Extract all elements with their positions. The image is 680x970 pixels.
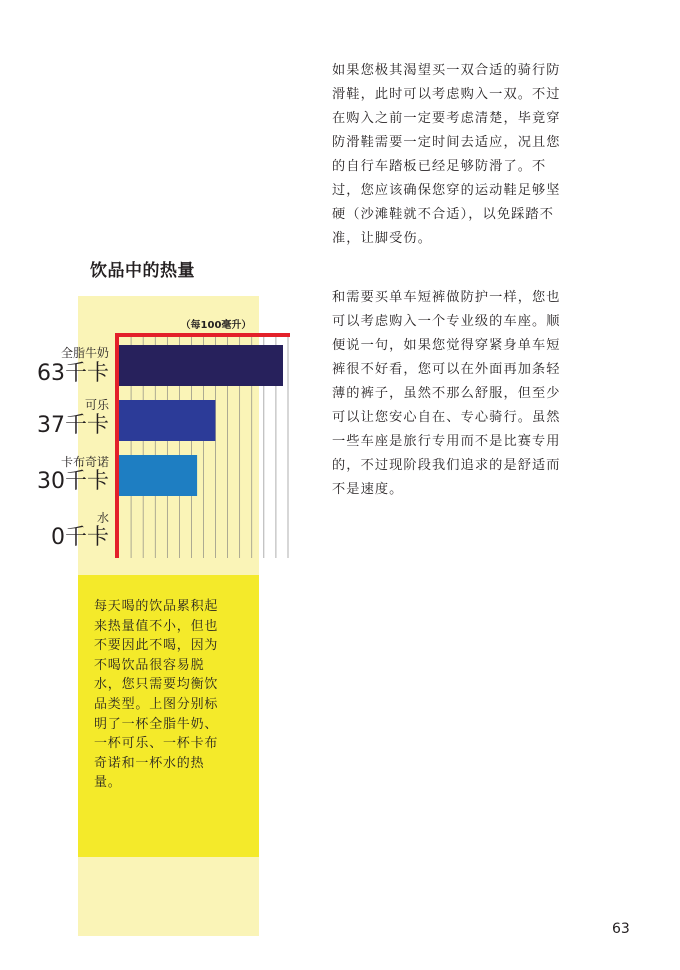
category-label-cappuccino: 卡布奇诺 (60, 455, 109, 469)
chart-title: 饮品中的热量 (90, 261, 195, 281)
bar-cola (119, 400, 215, 441)
value-label-cola: 37千卡 (37, 413, 109, 438)
category-label-milk: 全脂牛奶 (60, 346, 109, 360)
value-label-water: 0千卡 (51, 525, 109, 550)
page-number: 63 (612, 921, 630, 937)
chart-caption: 每天喝的饮品累积起 来热量值不小，但也 不要因此不喝，因为 不喝饮品很容易脱 水，您只需要均衡饮 品类型。上图分别标 明了一杯全脂牛奶、 一杯可乐、一杯卡布 奇诺和一杯水的热 量。 (94, 599, 219, 791)
category-label-cola: 可乐 (84, 398, 109, 412)
category-label-water: 水 (96, 511, 109, 525)
value-label-milk: 63千卡 (37, 361, 109, 386)
bar-milk (119, 345, 283, 386)
bar-cappuccino (119, 455, 197, 496)
chart-unit-label: （每100毫升） (180, 320, 252, 331)
value-label-cappuccino: 30千卡 (37, 469, 109, 494)
article-paragraph-2: 和需要买单车短裤做防护一样，您也 可以考虑购入一个专业级的车座。顺 便说一句，如果您觉得穿紧身单车短 裤很不好看，您可以在外面再加条轻 薄的裤子，虽然不那么舒服，但至少 可以让您安心自在、专心骑行。虽然 一些车座是旅行专用而不是比赛专用 的，不过现阶段我们追求的是舒适而 不是速度。 (332, 290, 561, 497)
article-paragraph-1: 如果您极其渴望买一双合适的骑行防 滑鞋，此时可以考虑购入一双。不过 在购入之前一定要考虑清楚，毕竟穿 防滑鞋需要一定时间去适应，况且您 的自行车踏板已经足够防滑了。不 过，您应该确保您穿的运动鞋足够坚 硬（沙滩鞋就不合适），以免踩踏不 准，让脚受伤。 (332, 63, 561, 246)
